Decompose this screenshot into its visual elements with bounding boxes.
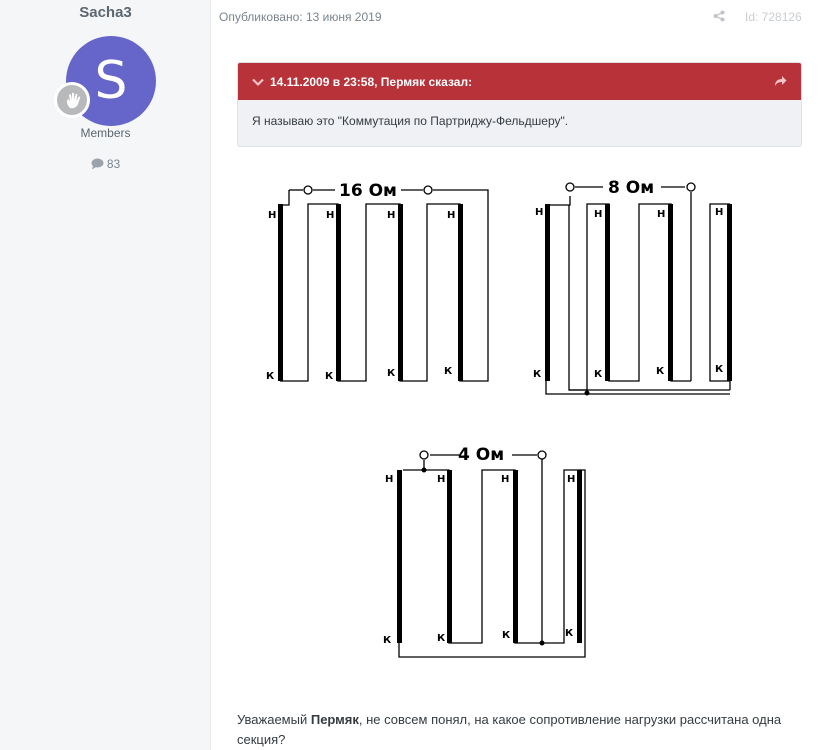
member-group: Members [80,126,131,140]
end-mark: К [533,369,542,380]
start-mark: Н [437,474,446,485]
reply-text-end: , не совсем понял, на какое сопротивление нагрузки рассчитана одна секция? [237,712,782,747]
start-mark: Н [326,210,335,221]
quote-text: Я называю это "Коммутация по Партриджу-Фельдшеру". [252,114,569,128]
end-mark: К [266,371,275,382]
avatar[interactable]: S [66,36,156,126]
start-mark: Н [594,209,603,220]
end-mark: К [387,368,396,379]
label-8-ohm: 8 Ом [608,178,655,198]
post-count [0,157,211,171]
end-mark: К [656,366,665,377]
end-mark: К [444,366,453,377]
start-mark: Н [535,207,544,218]
start-mark: Н [387,210,396,221]
rank-badge [54,82,90,118]
start-mark: Н [268,210,277,221]
start-mark: Н [385,474,394,485]
end-mark: К [325,371,334,382]
quote-block [237,62,802,147]
start-mark: Н [501,474,510,485]
end-mark: К [437,633,446,644]
comment-icon [91,158,104,170]
hand-wave-icon [64,91,84,111]
start-mark: Н [657,209,666,220]
end-mark: К [594,369,603,380]
label-16-ohm: 16 Ом [339,181,397,201]
wiring-diagram [237,160,757,670]
post-id[interactable]: Id: 728126 [745,10,802,24]
author-name[interactable]: Sacha3 [79,4,132,21]
post-count-value: 83 [106,157,121,171]
chevron-down-icon[interactable] [252,78,264,87]
go-to-quoted-post-icon[interactable] [774,75,787,87]
post-body [237,710,802,750]
end-mark: К [715,364,724,375]
share-icon[interactable] [713,10,725,22]
mentioned-user[interactable]: Пермяк [310,712,359,727]
start-mark: Н [567,474,576,485]
reply-text-start: Уважаемый [237,712,311,727]
end-mark: К [502,630,511,641]
end-mark: К [565,628,574,639]
label-4-ohm: 4 Ом [458,445,505,465]
quote-citation: 14.11.2009 в 23:58, Пермяк сказал: [270,75,473,89]
start-mark: Н [715,207,724,218]
author-panel [0,0,211,750]
end-mark: К [383,635,392,646]
quote-header[interactable] [238,63,801,100]
start-mark: Н [447,210,456,221]
post-date: Опубликовано: 13 июня 2019 [219,10,382,24]
